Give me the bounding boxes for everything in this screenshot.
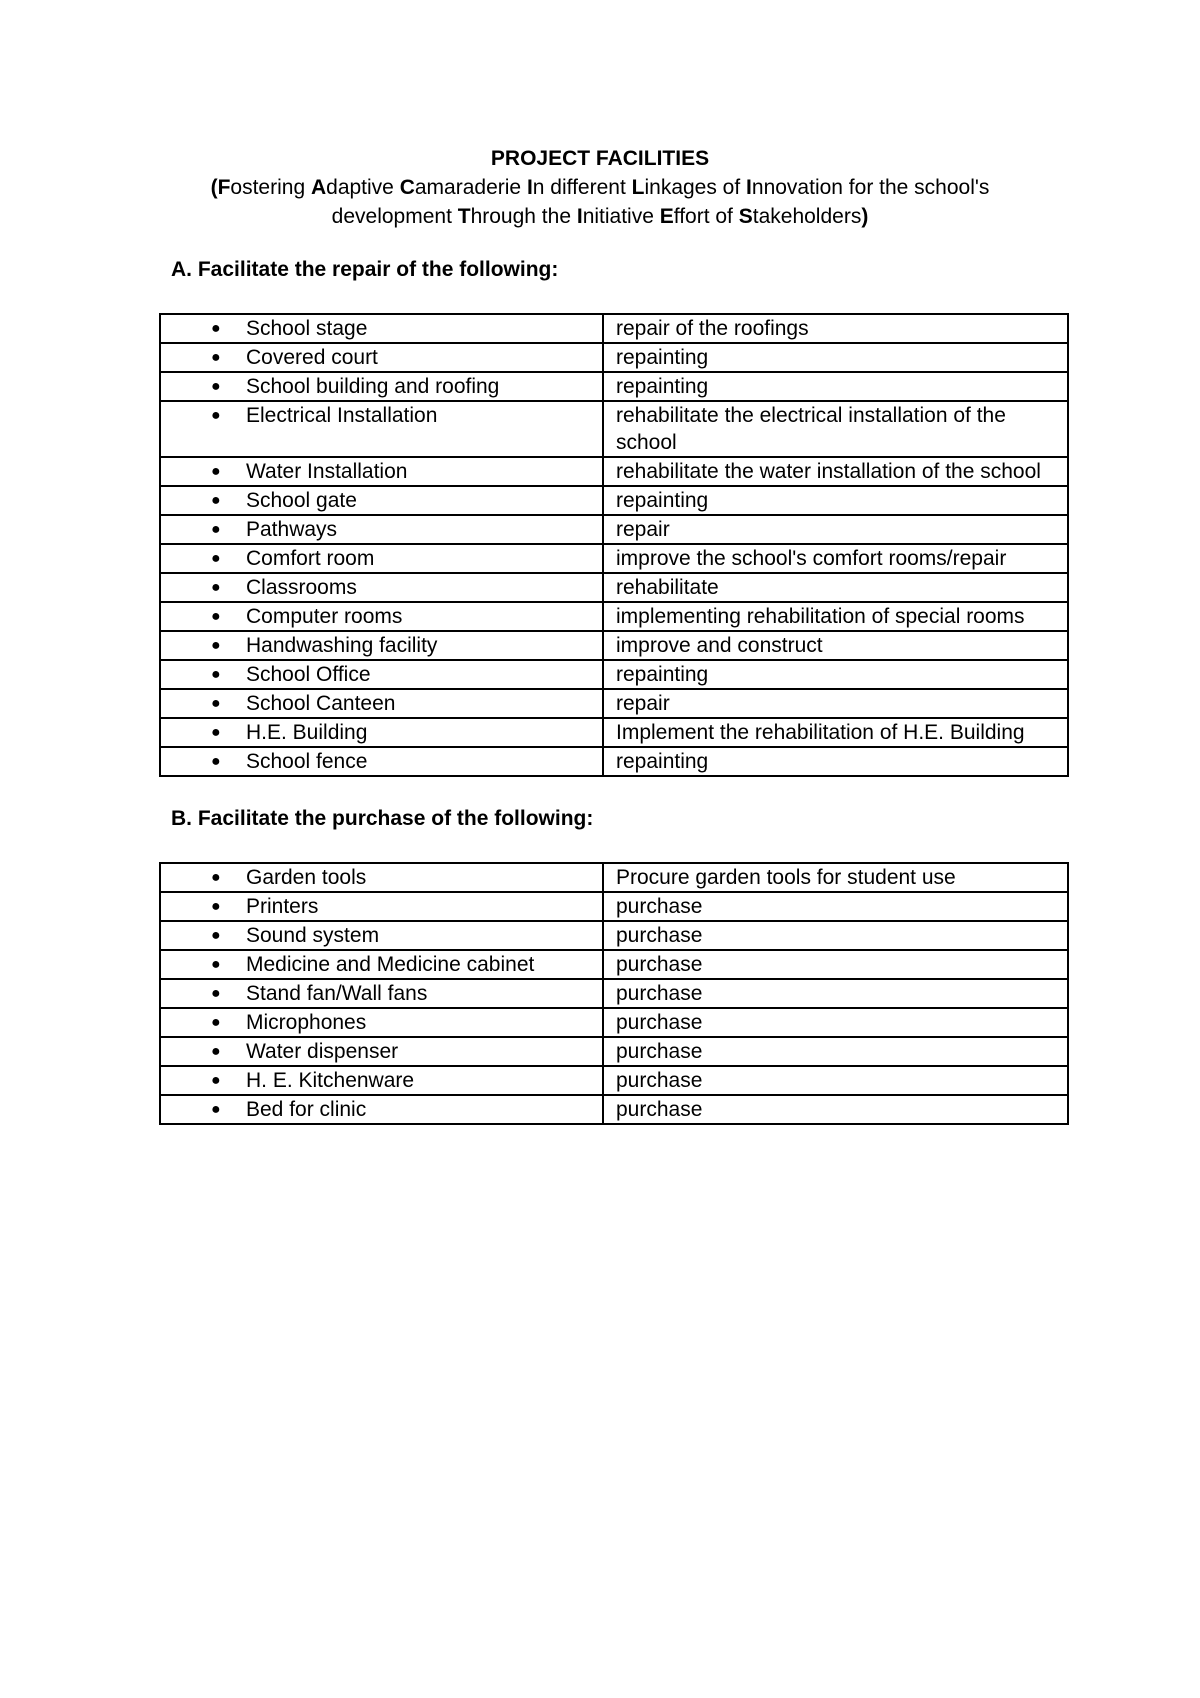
table-row [160, 401, 1068, 457]
item-label: Water Installation [246, 460, 408, 483]
bullet-icon: ● [211, 550, 221, 567]
action-cell: Procure garden tools for student use [603, 863, 1068, 892]
bullet-icon: ● [211, 666, 221, 683]
action-cell: repainting [603, 747, 1068, 776]
item-label: H. E. Kitchenware [246, 1069, 415, 1092]
table-row [160, 689, 1068, 718]
table-row [160, 1008, 1068, 1037]
item-cell [160, 863, 603, 892]
bullet-icon: ● [211, 608, 221, 625]
subtitle-part: daptive [326, 176, 400, 199]
action-cell: repainting [603, 486, 1068, 515]
item-cell [160, 573, 603, 602]
item-label: Electrical Installation [246, 404, 438, 427]
item-label: Classrooms [246, 576, 357, 599]
item-label: Medicine and Medicine cabinet [246, 953, 535, 976]
item-cell [160, 401, 603, 457]
table-row [160, 343, 1068, 372]
item-cell [160, 515, 603, 544]
item-label: School Office [246, 663, 371, 686]
table-row [160, 314, 1068, 343]
action-cell: purchase [603, 1066, 1068, 1095]
item-label: Comfort room [246, 547, 375, 570]
bullet-icon: ● [211, 1043, 221, 1060]
table-row [160, 950, 1068, 979]
item-cell [160, 689, 603, 718]
item-cell [160, 602, 603, 631]
item-label: Sound system [246, 924, 380, 947]
action-cell: rehabilitate [603, 573, 1068, 602]
table-row [160, 544, 1068, 573]
item-cell [160, 314, 603, 343]
item-cell [160, 1037, 603, 1066]
table-row [160, 1037, 1068, 1066]
bullet-icon: ● [211, 898, 221, 915]
subtitle-part: I [746, 176, 752, 199]
table-row [160, 372, 1068, 401]
action-cell: repainting [603, 660, 1068, 689]
bullet-icon: ● [211, 753, 221, 770]
bullet-icon: ● [211, 378, 221, 395]
item-cell [160, 486, 603, 515]
bullet-icon: ● [211, 724, 221, 741]
item-cell [160, 950, 603, 979]
subtitle-part: ostering [230, 176, 311, 199]
bullet-icon: ● [211, 1072, 221, 1089]
subtitle-part: inkages of [644, 176, 747, 199]
item-label: School Canteen [246, 692, 396, 715]
item-cell [160, 544, 603, 573]
subtitle-part: takeholders [752, 205, 862, 228]
subtitle-part: ( [210, 176, 218, 199]
subtitle-part: hrough the [470, 205, 577, 228]
action-cell: improve the school's comfort rooms/repair [603, 544, 1068, 573]
subtitle-part: C [399, 176, 415, 199]
item-cell [160, 921, 603, 950]
action-cell: purchase [603, 950, 1068, 979]
bullet-icon: ● [211, 349, 221, 366]
item-label: School stage [246, 317, 368, 340]
subtitle-part: I [526, 176, 533, 199]
subtitle-part: T [457, 205, 471, 228]
table-row [160, 863, 1068, 892]
subtitle-part: amaraderie [414, 176, 527, 199]
subtitle-part: L [631, 176, 645, 199]
item-label: Computer rooms [246, 605, 403, 628]
bullet-icon: ● [211, 956, 221, 973]
action-cell: purchase [603, 1037, 1068, 1066]
table-row [160, 892, 1068, 921]
bullet-icon: ● [211, 869, 221, 886]
item-cell [160, 747, 603, 776]
item-label: H.E. Building [246, 721, 368, 744]
subtitle-part: S [738, 205, 753, 228]
table-row [160, 486, 1068, 515]
section-a-heading: A. Facilitate the repair of the following: [171, 258, 559, 281]
bullet-icon: ● [211, 637, 221, 654]
subtitle-part: n different [532, 176, 632, 199]
subtitle-part: A [310, 176, 327, 199]
subtitle-part: E [659, 205, 674, 228]
action-cell: rehabilitate the electrical installation of the school [603, 401, 1068, 457]
item-label: School building and roofing [246, 375, 500, 398]
item-cell [160, 1008, 603, 1037]
action-cell: purchase [603, 979, 1068, 1008]
item-cell [160, 1066, 603, 1095]
document-title: PROJECT FACILITIES [490, 147, 710, 170]
subtitle-part: F [217, 176, 231, 199]
action-cell: repair [603, 689, 1068, 718]
item-cell [160, 1095, 603, 1124]
item-cell [160, 343, 603, 372]
item-label: Pathways [246, 518, 338, 541]
subtitle-part: I [576, 205, 583, 228]
item-label: Printers [246, 895, 319, 918]
item-cell [160, 979, 603, 1008]
item-label: School fence [246, 750, 368, 773]
action-cell: implementing rehabilitation of special rooms [603, 602, 1068, 631]
table-row [160, 747, 1068, 776]
bullet-icon: ● [211, 521, 221, 538]
action-cell: repair [603, 515, 1068, 544]
bullet-icon: ● [211, 1101, 221, 1118]
item-label: Microphones [246, 1011, 367, 1034]
action-cell: Implement the rehabilitation of H.E. Building [603, 718, 1068, 747]
item-cell [160, 892, 603, 921]
item-label: Garden tools [246, 866, 367, 889]
item-label: Stand fan/Wall fans [246, 982, 428, 1005]
subtitle-part: nnovation for the school's development [331, 176, 990, 228]
item-cell [160, 372, 603, 401]
table-row [160, 979, 1068, 1008]
item-label: School gate [246, 489, 357, 512]
item-cell [160, 718, 603, 747]
action-cell: purchase [603, 1095, 1068, 1124]
table-row [160, 631, 1068, 660]
document-subtitle [190, 173, 1010, 231]
action-cell: improve and construct [603, 631, 1068, 660]
action-cell: purchase [603, 892, 1068, 921]
bullet-icon: ● [211, 463, 221, 480]
table-row [160, 1095, 1068, 1124]
item-cell [160, 660, 603, 689]
action-cell: repainting [603, 372, 1068, 401]
table-row [160, 718, 1068, 747]
bullet-icon: ● [211, 492, 221, 509]
table-row [160, 573, 1068, 602]
item-label: Covered court [246, 346, 378, 369]
bullet-icon: ● [211, 985, 221, 1002]
purchase-table [159, 862, 1069, 1125]
table-row [160, 457, 1068, 486]
table-row [160, 1066, 1068, 1095]
section-b-heading: B. Facilitate the purchase of the following: [171, 807, 594, 830]
item-cell [160, 631, 603, 660]
item-label: Bed for clinic [246, 1098, 367, 1121]
bullet-icon: ● [211, 695, 221, 712]
bullet-icon: ● [211, 320, 221, 337]
table-row [160, 921, 1068, 950]
subtitle-part: ffort of [673, 205, 739, 228]
action-cell: purchase [603, 1008, 1068, 1037]
action-cell: purchase [603, 921, 1068, 950]
item-cell [160, 457, 603, 486]
repair-table [159, 313, 1069, 777]
table-row [160, 515, 1068, 544]
bullet-icon: ● [211, 579, 221, 596]
subtitle-part: nitiative [582, 205, 660, 228]
action-cell: repair of the roofings [603, 314, 1068, 343]
bullet-icon: ● [211, 1014, 221, 1031]
action-cell: rehabilitate the water installation of the school [603, 457, 1068, 486]
table-row [160, 660, 1068, 689]
subtitle-part: ) [861, 205, 869, 228]
item-label: Handwashing facility [246, 634, 438, 657]
table-row [160, 602, 1068, 631]
bullet-icon: ● [211, 927, 221, 944]
item-label: Water dispenser [246, 1040, 399, 1063]
action-cell: repainting [603, 343, 1068, 372]
bullet-icon: ● [211, 407, 221, 424]
